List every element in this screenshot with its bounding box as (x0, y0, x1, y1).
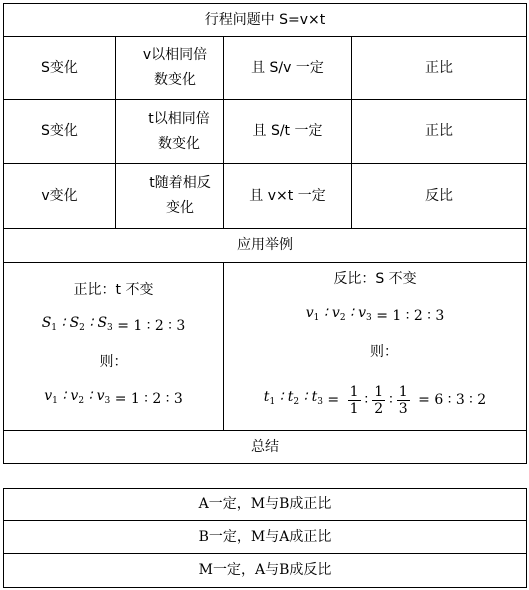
example-left-then: 则： (99, 353, 128, 370)
ratio-v-1: 1 (130, 390, 140, 407)
ratio-rv-2: 2 (413, 307, 423, 324)
grid-line (526, 3, 527, 464)
summary-header: 总结 (251, 438, 279, 455)
frac-3 (397, 384, 410, 417)
grid-line (115, 36, 116, 228)
frac-3-numerator: 1 (398, 383, 408, 400)
ratio-t-result-2: 3 (455, 391, 465, 408)
row-2-result: 正比 (425, 123, 453, 139)
example-left-ratio-v: $v_1$ ∶ $v_2$ ∶ $v_3$ = 1 ∶ 2 ∶ 3 (4, 385, 223, 413)
row-3-fixed: 且 v×t 一定 (249, 187, 326, 204)
summary-row-2: B一定，M与A成正比 (198, 528, 332, 545)
example-left-ratio-s: $S_1$ ∶ $S_2$ ∶ $S_3$ = 1 ∶ 2 ∶ 3 (4, 312, 223, 340)
row-2-condition: t以相同倍数变化 (148, 110, 210, 152)
grid-line (3, 587, 527, 588)
ratio-t-result-3: 2 (477, 391, 487, 408)
grid-line (3, 262, 527, 263)
row-3-variable: v变化 (41, 187, 78, 204)
ratio-v-3: 3 (173, 390, 183, 407)
ratio-s-2: 2 (154, 317, 164, 334)
example-left-heading: 正比：t 不变 (73, 281, 154, 298)
table-title: 行程问题中 S=v×t (204, 11, 326, 28)
row-2-fixed: 且 S/t 一定 (252, 123, 323, 139)
row-1-fixed: 且 S/v 一定 (251, 59, 324, 76)
row-1-result: 正比 (425, 59, 453, 76)
row-1-condition: v以相同倍数变化 (142, 47, 208, 88)
grid-line (3, 463, 527, 464)
row-3-result: 反比 (425, 187, 453, 204)
row-1-variable: S变化 (41, 59, 78, 76)
ratio-rv-3: 3 (435, 307, 445, 324)
frac-1 (348, 384, 361, 417)
row-2-variable: S变化 (41, 123, 78, 139)
frac-2-denominator: 2 (374, 400, 384, 417)
example-right-then: 则： (370, 343, 398, 360)
summary-row-1: A一定，M与B成正比 (198, 496, 332, 512)
frac-2 (372, 384, 385, 417)
summary-row-3: M一定，A与B成反比 (198, 562, 332, 578)
row-3-condition: t随着相反变化 (149, 175, 211, 216)
example-right-ratio-v: $v_1$ ∶ $v_2$ ∶ $v_3$ = 1 ∶ 2 ∶ 3 (224, 302, 526, 330)
example-right-ratio-t: $t_1$ ∶ $t_2$ ∶ $t_3$ = $\frac{1}{1}$ ∶ $\frac{1}{2}$ ∶ $\frac{1}{3}$ = 6 ∶ 3 ∶ 2 (263, 383, 487, 417)
frac-2-numerator: 1 (374, 383, 384, 400)
ratio-t-result-1: 6 (434, 391, 444, 408)
ratio-s-3: 3 (176, 317, 186, 334)
grid-line (526, 488, 527, 588)
ratio-v-2: 2 (152, 390, 162, 407)
frac-3-denominator: 3 (398, 400, 408, 417)
example-right-heading: 反比：S 不变 (333, 270, 417, 287)
frac-1-denominator: 1 (349, 400, 359, 417)
frac-1-numerator: 1 (349, 383, 359, 400)
ratio-s-1: 1 (133, 317, 143, 334)
examples-header: 应用举例 (237, 237, 293, 253)
ratio-rv-1: 1 (392, 307, 402, 324)
